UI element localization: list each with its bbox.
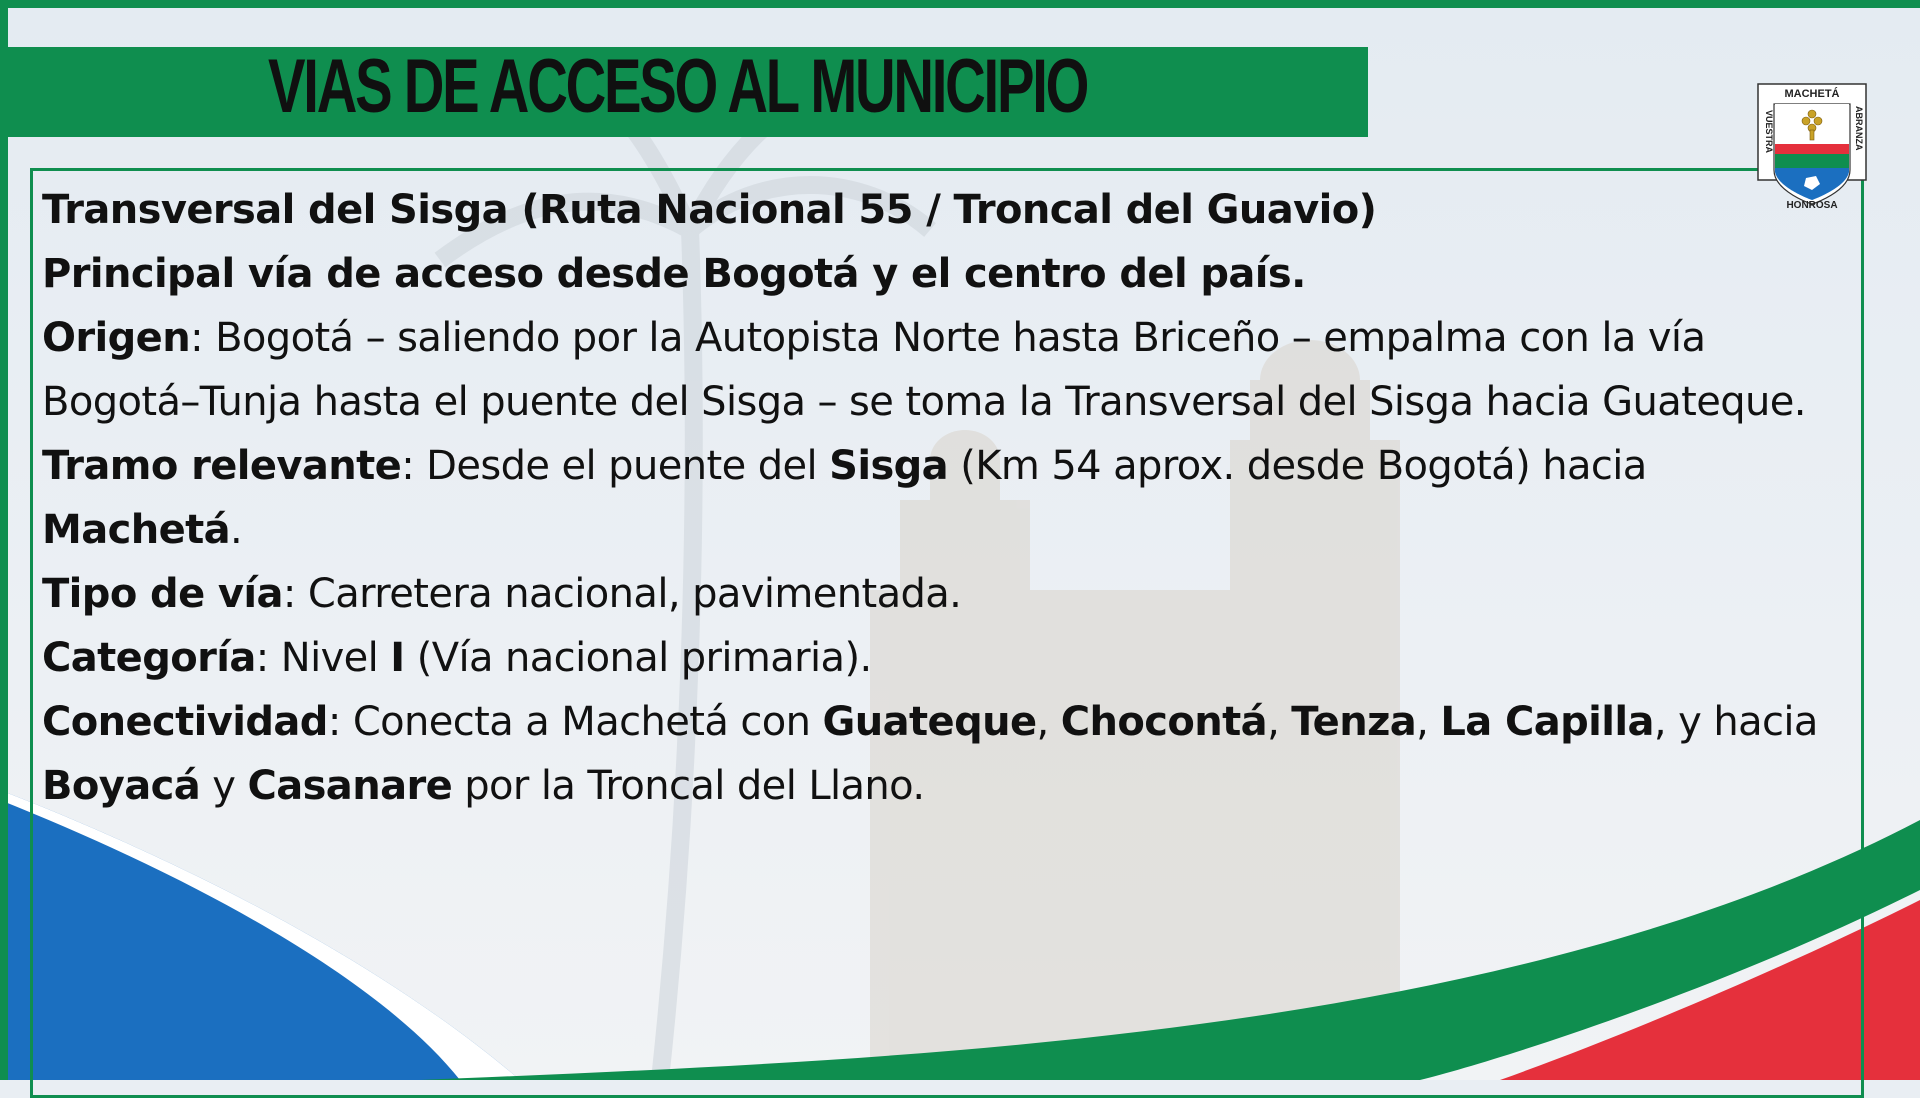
tramo-paragraph <box>42 434 1822 562</box>
tipo-text: : Carretera nacional, pavimentada. <box>282 571 962 617</box>
origen-label: Origen <box>42 315 191 361</box>
tramo-text: . <box>230 507 243 553</box>
conectividad-label: Conectividad <box>42 699 328 745</box>
conectividad-text: , <box>1036 699 1061 745</box>
top-border <box>0 0 1920 8</box>
categoria-text: (Vía nacional primaria). <box>404 635 872 681</box>
svg-text:MACHETÁ: MACHETÁ <box>1784 88 1840 100</box>
place-la-capilla: La Capilla <box>1440 699 1654 745</box>
tipo-paragraph <box>42 562 1822 626</box>
tramo-text: : Desde el puente del <box>401 443 830 489</box>
access-routes-text <box>42 178 1822 818</box>
svg-text:VUESTRA: VUESTRA <box>1764 110 1774 154</box>
tramo-macheta: Machetá <box>42 507 231 553</box>
route-heading: Transversal del Sisga (Ruta Nacional 55 / Troncal del Guavio) <box>42 187 1377 233</box>
place-boyaca: Boyacá <box>42 763 201 809</box>
tramo-text: (Km 54 aprox. desde Bogotá) hacia <box>948 443 1647 489</box>
place-choconta: Chocontá <box>1060 699 1268 745</box>
tramo-sisga: Sisga <box>829 443 949 489</box>
categoria-label: Categoría <box>42 635 256 681</box>
tramo-label: Tramo relevante <box>42 443 402 489</box>
conectividad-text: por la Troncal del Llano. <box>452 763 925 809</box>
conectividad-text: , y hacia <box>1653 699 1818 745</box>
svg-text:ABRANZA: ABRANZA <box>1854 106 1864 151</box>
slide-title: VIAS DE ACCESO AL MUNICIPIO <box>268 44 1088 129</box>
conectividad-paragraph <box>42 690 1822 818</box>
route-subheading: Principal vía de acceso desde Bogotá y el centro del país. <box>42 251 1306 297</box>
conectividad-text: y <box>200 763 248 809</box>
conectividad-text: , <box>1416 699 1441 745</box>
categoria-text: : Nivel <box>255 635 391 681</box>
categoria-paragraph <box>42 626 1822 690</box>
conectividad-text: : Conecta a Machetá con <box>327 699 823 745</box>
categoria-level: I <box>390 635 405 681</box>
origen-text: : Bogotá – saliendo por la Autopista Norte hasta Briceño – empalma con la vía Bogotá–Tunja hasta el puente del Sisga – se toma la Transversal del Sisga hacia Guateque. <box>42 315 1806 425</box>
place-guateque: Guateque <box>822 699 1037 745</box>
svg-text:HONROSA: HONROSA <box>1786 200 1838 210</box>
origen-paragraph <box>42 306 1822 434</box>
conectividad-text: , <box>1267 699 1292 745</box>
left-border <box>0 0 8 1080</box>
place-casanare: Casanare <box>247 763 453 809</box>
tipo-label: Tipo de vía <box>42 571 283 617</box>
place-tenza: Tenza <box>1291 699 1417 745</box>
